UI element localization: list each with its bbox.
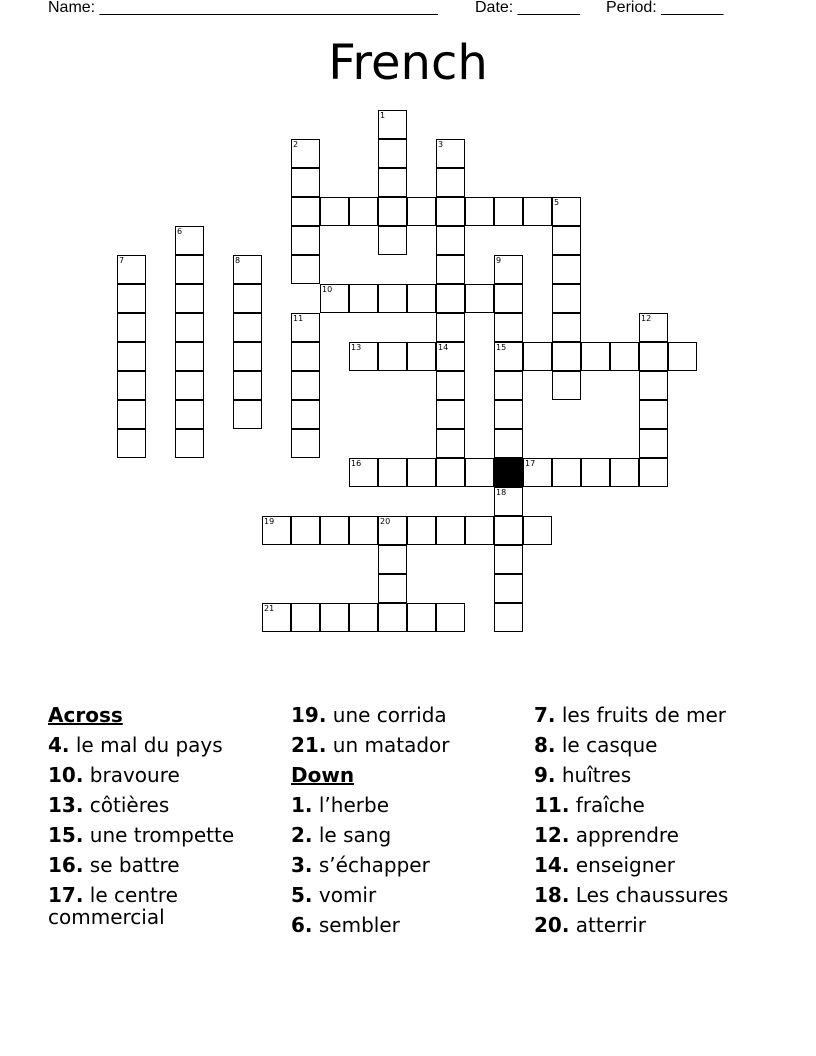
cell-number: 9 bbox=[496, 256, 502, 265]
grid-cell[interactable] bbox=[552, 255, 581, 284]
grid-cell[interactable] bbox=[349, 197, 378, 226]
grid-cell[interactable] bbox=[378, 516, 407, 545]
black-square bbox=[494, 458, 523, 487]
grid-cell[interactable] bbox=[378, 284, 407, 313]
grid-cell[interactable] bbox=[494, 487, 523, 516]
clue-down-9: 9. huîtres bbox=[534, 763, 632, 787]
clue-across-19: 19. une corrida bbox=[291, 703, 447, 727]
grid-cell[interactable] bbox=[378, 226, 407, 255]
grid-cell[interactable] bbox=[233, 313, 262, 342]
grid-cell[interactable] bbox=[320, 197, 349, 226]
grid-cell[interactable] bbox=[465, 197, 494, 226]
grid-cell[interactable] bbox=[436, 168, 465, 197]
grid-cell[interactable] bbox=[639, 458, 668, 487]
grid-cell[interactable] bbox=[407, 197, 436, 226]
cell-number: 20 bbox=[380, 517, 391, 526]
grid-cell[interactable] bbox=[436, 284, 465, 313]
grid-cell[interactable] bbox=[494, 603, 523, 632]
clue-across-17: 17. le centre commercial bbox=[48, 883, 178, 929]
clue-down-8: 8. le casque bbox=[534, 733, 658, 757]
date-field[interactable]: Date: _______ bbox=[475, 0, 580, 16]
grid-cell[interactable] bbox=[320, 516, 349, 545]
grid-cell[interactable] bbox=[436, 516, 465, 545]
grid-cell[interactable] bbox=[494, 197, 523, 226]
cell-number: 17 bbox=[525, 459, 536, 468]
grid-cell[interactable] bbox=[639, 400, 668, 429]
grid-cell[interactable] bbox=[117, 400, 146, 429]
grid-cell[interactable] bbox=[378, 342, 407, 371]
period-field[interactable]: Period: _______ bbox=[606, 0, 724, 16]
grid-cell[interactable] bbox=[117, 313, 146, 342]
grid-cell[interactable] bbox=[436, 226, 465, 255]
grid-cell[interactable] bbox=[291, 371, 320, 400]
grid-cell[interactable] bbox=[175, 313, 204, 342]
name-field[interactable]: Name: ______________________________________ bbox=[48, 0, 438, 16]
grid-cell[interactable] bbox=[378, 574, 407, 603]
grid-cell[interactable] bbox=[494, 574, 523, 603]
grid-cell[interactable] bbox=[639, 342, 668, 371]
cell-number: 1 bbox=[380, 111, 386, 120]
cell-number: 5 bbox=[554, 198, 560, 207]
grid-cell[interactable] bbox=[262, 516, 291, 545]
grid-cell[interactable] bbox=[349, 458, 378, 487]
grid-cell[interactable] bbox=[494, 371, 523, 400]
grid-cell[interactable] bbox=[233, 255, 262, 284]
grid-cell[interactable] bbox=[494, 400, 523, 429]
grid-cell[interactable] bbox=[262, 603, 291, 632]
clue-down-12: 12. apprendre bbox=[534, 823, 679, 847]
grid-cell[interactable] bbox=[465, 516, 494, 545]
grid-cell[interactable] bbox=[436, 342, 465, 371]
cell-number: 3 bbox=[438, 140, 444, 149]
grid-cell[interactable] bbox=[407, 458, 436, 487]
grid-cell[interactable] bbox=[494, 429, 523, 458]
grid-cell[interactable] bbox=[291, 516, 320, 545]
grid-cell[interactable] bbox=[233, 400, 262, 429]
grid-cell[interactable] bbox=[378, 168, 407, 197]
grid-cell[interactable] bbox=[175, 371, 204, 400]
grid-cell[interactable] bbox=[465, 284, 494, 313]
clue-down-18: 18. Les chaussures bbox=[534, 883, 729, 907]
grid-cell[interactable] bbox=[233, 342, 262, 371]
cell-number: 18 bbox=[496, 488, 507, 497]
clues-column-3 bbox=[534, 700, 774, 940]
grid-cell[interactable] bbox=[291, 342, 320, 371]
grid-cell[interactable] bbox=[523, 342, 552, 371]
grid-cell[interactable] bbox=[436, 255, 465, 284]
grid-cell[interactable] bbox=[407, 342, 436, 371]
grid-cell[interactable] bbox=[233, 371, 262, 400]
grid-cell[interactable] bbox=[291, 226, 320, 255]
puzzle-title: French bbox=[328, 35, 488, 91]
cell-number: 2 bbox=[293, 140, 299, 149]
clue-across-13: 13. côtières bbox=[48, 793, 170, 817]
grid-cell[interactable] bbox=[117, 342, 146, 371]
grid-cell[interactable] bbox=[117, 429, 146, 458]
cell-number: 13 bbox=[351, 343, 362, 352]
grid-cell[interactable] bbox=[494, 313, 523, 342]
grid-cell[interactable] bbox=[291, 139, 320, 168]
grid-cell[interactable] bbox=[349, 516, 378, 545]
grid-cell[interactable] bbox=[436, 371, 465, 400]
grid-cell[interactable] bbox=[407, 284, 436, 313]
grid-cell[interactable] bbox=[494, 516, 523, 545]
clues-column-2 bbox=[291, 700, 531, 940]
clue-down-14: 14. enseigner bbox=[534, 853, 675, 877]
grid-cell[interactable] bbox=[494, 342, 523, 371]
down-heading: Down bbox=[291, 763, 355, 787]
grid-cell[interactable] bbox=[349, 603, 378, 632]
grid-cell[interactable] bbox=[581, 342, 610, 371]
cell-number: 6 bbox=[177, 227, 183, 236]
grid-cell[interactable] bbox=[639, 429, 668, 458]
grid-cell[interactable] bbox=[552, 371, 581, 400]
grid-cell[interactable] bbox=[436, 603, 465, 632]
clue-down-1: 1. l’herbe bbox=[291, 793, 389, 817]
grid-cell[interactable] bbox=[494, 284, 523, 313]
grid-cell[interactable] bbox=[349, 284, 378, 313]
clue-across-15: 15. une trompette bbox=[48, 823, 235, 847]
grid-cell[interactable] bbox=[436, 429, 465, 458]
grid-cell[interactable] bbox=[552, 313, 581, 342]
cell-number: 10 bbox=[322, 285, 333, 294]
grid-cell[interactable] bbox=[494, 255, 523, 284]
grid-cell[interactable] bbox=[175, 429, 204, 458]
clue-across-21: 21. un matador bbox=[291, 733, 450, 757]
grid-cell[interactable] bbox=[291, 313, 320, 342]
clue-across-16: 16. se battre bbox=[48, 853, 180, 877]
grid-cell[interactable] bbox=[552, 226, 581, 255]
grid-cell[interactable] bbox=[291, 603, 320, 632]
grid-cell[interactable] bbox=[552, 284, 581, 313]
clue-down-2: 2. le sang bbox=[291, 823, 392, 847]
grid-cell[interactable] bbox=[668, 342, 697, 371]
grid-cell[interactable] bbox=[117, 284, 146, 313]
grid-cell[interactable] bbox=[291, 255, 320, 284]
grid-cell[interactable] bbox=[175, 284, 204, 313]
grid-cell[interactable] bbox=[378, 197, 407, 226]
clue-down-11: 11. fraîche bbox=[534, 793, 645, 817]
grid-cell[interactable] bbox=[320, 284, 349, 313]
cell-number: 12 bbox=[641, 314, 652, 323]
grid-cell[interactable] bbox=[552, 342, 581, 371]
grid-cell[interactable] bbox=[436, 197, 465, 226]
grid-cell[interactable] bbox=[378, 603, 407, 632]
grid-cell[interactable] bbox=[436, 139, 465, 168]
grid-cell[interactable] bbox=[465, 458, 494, 487]
grid-cell[interactable] bbox=[291, 168, 320, 197]
cell-number: 19 bbox=[264, 517, 275, 526]
grid-cell[interactable] bbox=[407, 603, 436, 632]
grid-cell[interactable] bbox=[494, 545, 523, 574]
clue-down-5: 5. vomir bbox=[291, 883, 377, 907]
across-heading: Across bbox=[48, 703, 123, 727]
grid-cell[interactable] bbox=[523, 197, 552, 226]
grid-cell[interactable] bbox=[117, 255, 146, 284]
grid-cell[interactable] bbox=[610, 342, 639, 371]
clue-down-7: 7. les fruits de mer bbox=[534, 703, 726, 727]
grid-cell[interactable] bbox=[291, 429, 320, 458]
grid-cell[interactable] bbox=[175, 255, 204, 284]
cell-number: 14 bbox=[438, 343, 449, 352]
grid-cell[interactable] bbox=[523, 458, 552, 487]
clues-column-1 bbox=[48, 700, 288, 928]
grid-cell[interactable] bbox=[175, 226, 204, 255]
grid-cell[interactable] bbox=[291, 400, 320, 429]
grid-cell[interactable] bbox=[378, 110, 407, 139]
clue-across-10: 10. bravoure bbox=[48, 763, 180, 787]
grid-cell[interactable] bbox=[552, 458, 581, 487]
grid-cell[interactable] bbox=[639, 371, 668, 400]
grid-cell[interactable] bbox=[436, 400, 465, 429]
grid-cell[interactable] bbox=[639, 313, 668, 342]
clue-down-3: 3. s’échapper bbox=[291, 853, 430, 877]
cell-number: 16 bbox=[351, 459, 362, 468]
grid-cell[interactable] bbox=[175, 400, 204, 429]
grid-cell[interactable] bbox=[291, 197, 320, 226]
cell-number: 15 bbox=[496, 343, 507, 352]
grid-cell[interactable] bbox=[378, 545, 407, 574]
grid-cell[interactable] bbox=[233, 284, 262, 313]
grid-cell[interactable] bbox=[378, 139, 407, 168]
grid-cell[interactable] bbox=[175, 342, 204, 371]
grid-cell[interactable] bbox=[378, 458, 407, 487]
grid-cell[interactable] bbox=[320, 603, 349, 632]
grid-cell[interactable] bbox=[523, 516, 552, 545]
cell-number: 11 bbox=[293, 314, 304, 323]
cell-number: 7 bbox=[119, 256, 125, 265]
clue-across-4: 4. le mal du pays bbox=[48, 733, 223, 757]
grid-cell[interactable] bbox=[552, 197, 581, 226]
grid-cell[interactable] bbox=[407, 516, 436, 545]
grid-cell[interactable] bbox=[349, 342, 378, 371]
clue-down-20: 20. atterrir bbox=[534, 913, 646, 937]
grid-cell[interactable] bbox=[581, 458, 610, 487]
grid-cell[interactable] bbox=[436, 313, 465, 342]
cell-number: 21 bbox=[264, 604, 275, 613]
grid-cell[interactable] bbox=[117, 371, 146, 400]
clue-down-6: 6. sembler bbox=[291, 913, 400, 937]
grid-cell[interactable] bbox=[436, 458, 465, 487]
grid-cell[interactable] bbox=[610, 458, 639, 487]
cell-number: 8 bbox=[235, 256, 241, 265]
